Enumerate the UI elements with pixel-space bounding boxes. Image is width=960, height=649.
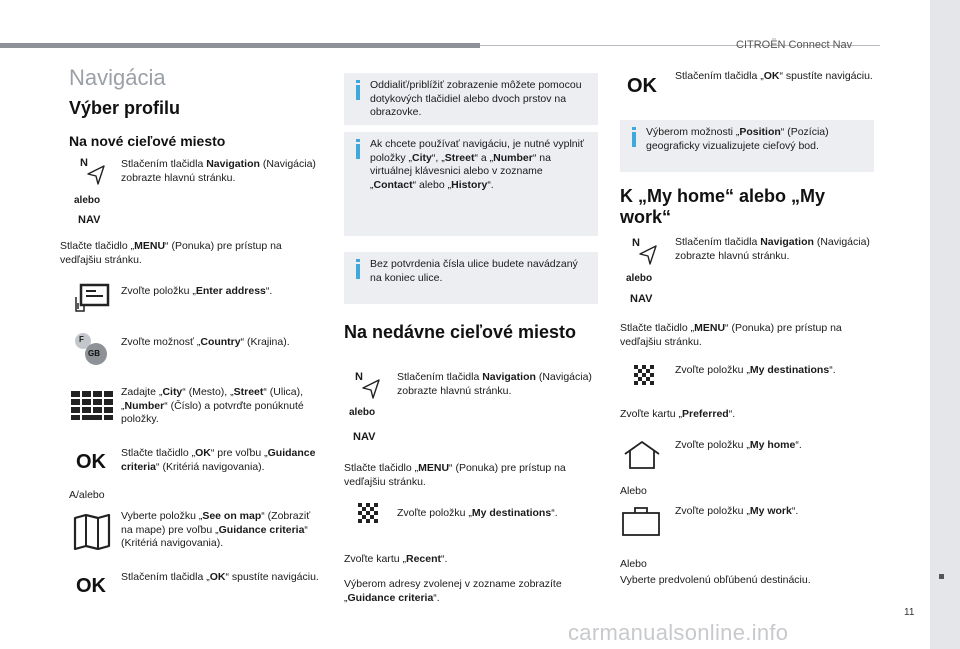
- nav-icon-label: NAV: [630, 293, 653, 305]
- step-my-work: Zvoľte položku „My work“.: [675, 505, 799, 517]
- nav-icon-label: NAV: [353, 431, 376, 443]
- info-icon: [356, 139, 360, 159]
- page-number: 11: [904, 607, 915, 618]
- info-icon: [356, 80, 360, 100]
- step-my-destinations-2: Zvoľte položku „My destinations“.: [675, 364, 836, 376]
- map-icon: [73, 514, 111, 550]
- info-icon: [632, 127, 636, 147]
- step-enter-address: Zvoľte položku „Enter address“.: [121, 285, 273, 297]
- or-text-2: Alebo: [620, 485, 647, 497]
- country-icon-gb: GB: [88, 349, 100, 358]
- step-menu-3: Stlačte tlačidlo „MENU“ (Ponuka) pre prístup na vedľajšiu stránku.: [620, 322, 842, 348]
- info-icon: [356, 259, 360, 279]
- arrow-icon: [86, 164, 106, 186]
- step-favourite: Vyberte predvolenú obľúbenú destináciu.: [620, 574, 811, 586]
- navigation-icon: [74, 156, 108, 226]
- nav-icon-letter: N: [632, 237, 640, 249]
- step-navigation-3: Stlačením tlačidla Navigation (Navigácia) zobrazte hlavnú stránku.: [675, 236, 870, 262]
- ok-button-icon: OK: [76, 451, 106, 473]
- nav-icon-or: alebo: [626, 273, 653, 284]
- step-city-street-number: Zadajte „City“ (Mesto), „Street“ (Ulica), „Number“ (Číslo) a potvrďte ponúknuté položky.: [121, 386, 304, 426]
- step-see-on-map: Vyberte položku „See on map“ (Zobraziť na mape) pre voľbu „Guidance criteria“ (Kritériá navigovania).: [121, 510, 311, 550]
- keypad-icon: [71, 391, 115, 421]
- step-navigation-2: Stlačením tlačidla Navigation (Navigácia) zobrazte hlavnú stránku.: [397, 371, 592, 397]
- step-menu: Stlačte tlačidlo „MENU“ (Ponuka) pre prístup na vedľajšiu stránku.: [60, 240, 282, 266]
- page-sidebar: [930, 0, 960, 649]
- step-menu-2: Stlačte tlačidlo „MENU“ (Ponuka) pre prístup na vedľajšiu stránku.: [344, 462, 566, 488]
- step-ok-start-2: Stlačením tlačidla „OK“ spustíte navigáciu.: [675, 70, 873, 82]
- nav-icon-letter: N: [80, 157, 88, 169]
- country-icon: [75, 333, 109, 367]
- heading-home-work: K „My home“ alebo „My work“: [620, 186, 826, 227]
- step-recent-tab: Zvoľte kartu „Recent“.: [344, 553, 448, 565]
- info-box-fields: Ak chcete používať navigáciu, je nutné vyplniť položky „City“, „Street“ a „Number“ na virtuálnej klávesnici alebo v zozname „Contact“ alebo „History“.: [344, 132, 598, 236]
- nav-icon-or: alebo: [74, 195, 101, 206]
- arrow-icon: [361, 378, 381, 400]
- arrow-icon: [638, 244, 658, 266]
- checkered-flag-icon: [634, 365, 654, 385]
- navigation-icon-3: [626, 236, 660, 306]
- watermark: carmanualsonline.info: [568, 620, 789, 645]
- step-country: Zvoľte možnosť „Country“ (Krajina).: [121, 336, 290, 348]
- step-navigation: Stlačením tlačidla Navigation (Navigácia) zobrazte hlavnú stránku.: [121, 158, 316, 184]
- step-my-home: Zvoľte položku „My home“.: [675, 439, 802, 451]
- step-ok-start: Stlačením tlačidla „OK“ spustíte navigáciu.: [121, 571, 319, 583]
- enter-address-icon: [74, 283, 110, 315]
- section-title: Navigácia: [69, 65, 166, 90]
- step-my-destinations: Zvoľte položku „My destinations“.: [397, 507, 558, 519]
- navigation-icon-2: [349, 370, 383, 443]
- ok-button-icon-2: OK: [76, 575, 106, 597]
- nav-icon-letter: N: [355, 371, 363, 383]
- nav-icon-or: alebo: [349, 407, 376, 418]
- ok-button-icon-3: OK: [627, 75, 657, 97]
- heading-new-destination: Na nové cieľové miesto: [69, 133, 226, 149]
- header-bar: [0, 43, 480, 48]
- country-icon-f: F: [79, 335, 84, 344]
- heading-profile: Výber profilu: [69, 98, 181, 118]
- or-text: A/alebo: [69, 489, 105, 501]
- home-icon: [623, 440, 661, 470]
- step-select-address: Výberom adresy zvolenej v zozname zobrazíte „Guidance criteria“.: [344, 578, 562, 604]
- nav-icon-label: NAV: [78, 214, 101, 226]
- brand-title: CITROËN Connect Nav: [736, 39, 853, 51]
- info-box-zoom: Oddialiť/priblížiť zobrazenie môžete pomocou dotykových tlačidiel alebo dvoch prstov na obrazovke.: [344, 73, 598, 125]
- continue-marker: [939, 574, 944, 579]
- or-text-3: Alebo: [620, 558, 647, 570]
- heading-recent-destination: Na nedávne cieľové miesto: [344, 322, 577, 342]
- step-preferred-tab: Zvoľte kartu „Preferred“.: [620, 408, 736, 420]
- info-box-position: Výberom možnosti „Position“ (Pozícia) geograficky vizualizujete cieľový bod.: [620, 120, 874, 172]
- work-briefcase-icon: [621, 505, 661, 537]
- checkered-flag-icon: [358, 503, 378, 523]
- step-ok-guidance: Stlačte tlačidlo „OK“ pre voľbu „Guidance criteria“ (Kritériá navigovania).: [121, 447, 316, 473]
- info-box-street-number: Bez potvrdenia čísla ulice budete navádzaný na koniec ulice.: [344, 252, 598, 304]
